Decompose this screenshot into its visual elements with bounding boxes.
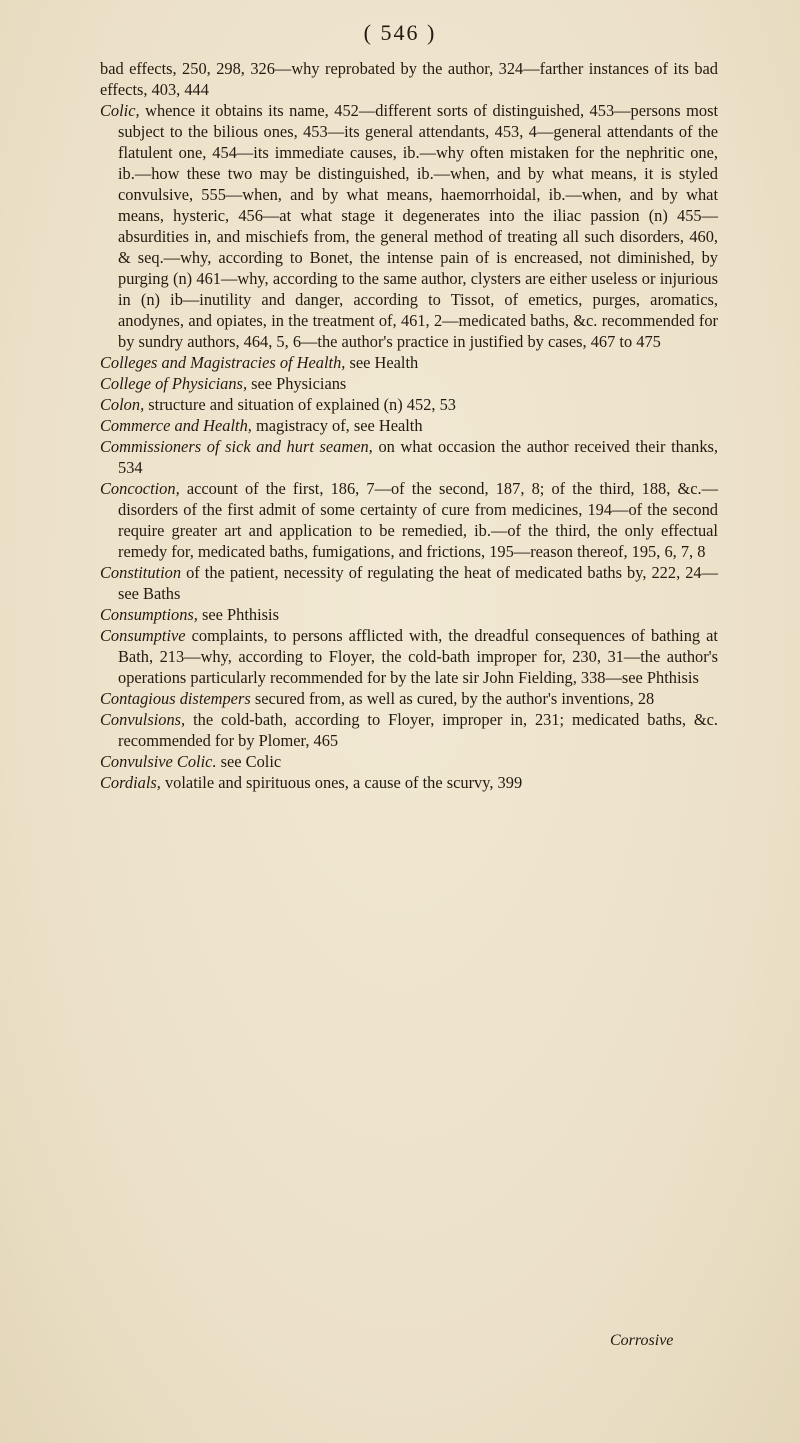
entry-text: see Health [345,353,419,372]
entry-term: Commissioners of sick and hurt seamen, [100,437,373,456]
index-entries [100,58,718,793]
index-entry [100,100,718,352]
entry-text: account of the first, 186, 7—of the second, 187, 8; of the third, 188, &c.—disorders of the first admit of some certainty of cure from medicines, 194—of the second require greater art and application to be remedied, ib.—of the third, the only effectual remedy for, medicated baths, fumigations, and frictions, 195—reason thereof, 195, 6, 7, 8 [118,479,718,561]
index-entry [100,436,718,478]
index-entry [100,751,718,772]
entry-text: volatile and spirituous ones, a cause of the scurvy, 399 [160,773,523,792]
entry-term: Cordials, [100,773,161,792]
index-entry [100,394,718,415]
index-entry [100,688,718,709]
entry-text: magistracy of, see Health [251,416,423,435]
entry-text: see Colic [216,752,282,771]
entry-text: structure and situation of explained (n) 452, 53 [144,395,456,414]
page-number-header: ( 546 ) [363,20,437,45]
entry-text: of the patient, necessity of regulating the heat of medicated baths by, 222, 24—see Baths [118,563,718,603]
entry-term: Consumptions, [100,605,198,624]
entry-text: bad effects, 250, 298, 326—why reprobated by the author, 324—farther instances of its bad effects, 403, 444 [100,59,718,99]
index-entry [100,562,718,604]
index-entry [100,478,718,562]
index-entry [100,415,718,436]
entry-text: secured from, as well as cured, by the author's inventions, 28 [250,689,655,708]
entry-text: on what occasion the author received their thanks, 534 [118,437,718,477]
index-entry [100,604,718,625]
entry-term: Concoction, [100,479,180,498]
index-entry [100,352,718,373]
entry-term: Colic, [100,101,140,120]
entry-term: Contagious distempers [100,689,251,708]
entry-text: see Physicians [247,374,347,393]
entry-text: see Phthisis [197,605,279,624]
entry-term: Constitution [100,563,182,582]
entry-text: whence it obtains its name, 452—different sorts of distinguished, 453—persons most subject to the bilious ones, 453—its general attendants, 453, 4—general attendants of the flatulent one, 454—its immediate causes, ib.—why often mistaken for the nephritic one, ib.—how these two may be distinguished, ib.—when, and by what means, it is styled convulsive, 555—when, and by what means, haemorrhoidal, ib.—when, and by what means, hysteric, 456—at what stage it degenerates into the iliac passion (n) 455—absurdities in, and mischiefs from, the general method of treating all such disorders, 460, & seq.—why, according to Bonet, the intense pain of is encreased, not diminished, by purging (n) 461—why, according to the same author, clysters are either useless or injurious in (n) ib—inutility and danger, according to Tissot, of emetics, purges, aromatics, anodynes, and opiates, in the treatment of, 461, 2—medicated baths, &c. recommended for by sundry authors, 464, 5, 6—the author's practice in justified by cases, 467 to 475 [118,101,718,351]
index-entry [100,625,718,688]
entry-term: Convulsions, [100,710,186,729]
catchword: Corrosive [610,1332,674,1349]
entry-term: Colleges and Magistracies of Health, [100,353,346,372]
index-entry [100,709,718,751]
entry-term: Colon, [100,395,145,414]
entry-term: College of Physicians, [100,374,248,393]
entry-term: Commerce and Health, [100,416,252,435]
index-entry [100,58,718,100]
entry-text: complaints, to persons afflicted with, the dreadful consequences of bathing at Bath, 213—why, according to Floyer, the cold-bath improper for, 230, 31—the author's operations particularly recommended for by the late sir John Fielding, 338—see Phthisis [118,626,718,687]
entry-term: Convulsive Colic. [100,752,217,771]
entry-text: the cold-bath, according to Floyer, improper in, 231; medicated baths, &c. recommended for by Plomer, 465 [118,710,718,750]
index-entry [100,772,718,793]
entry-term: Consumptive [100,626,186,645]
index-entry [100,373,718,394]
